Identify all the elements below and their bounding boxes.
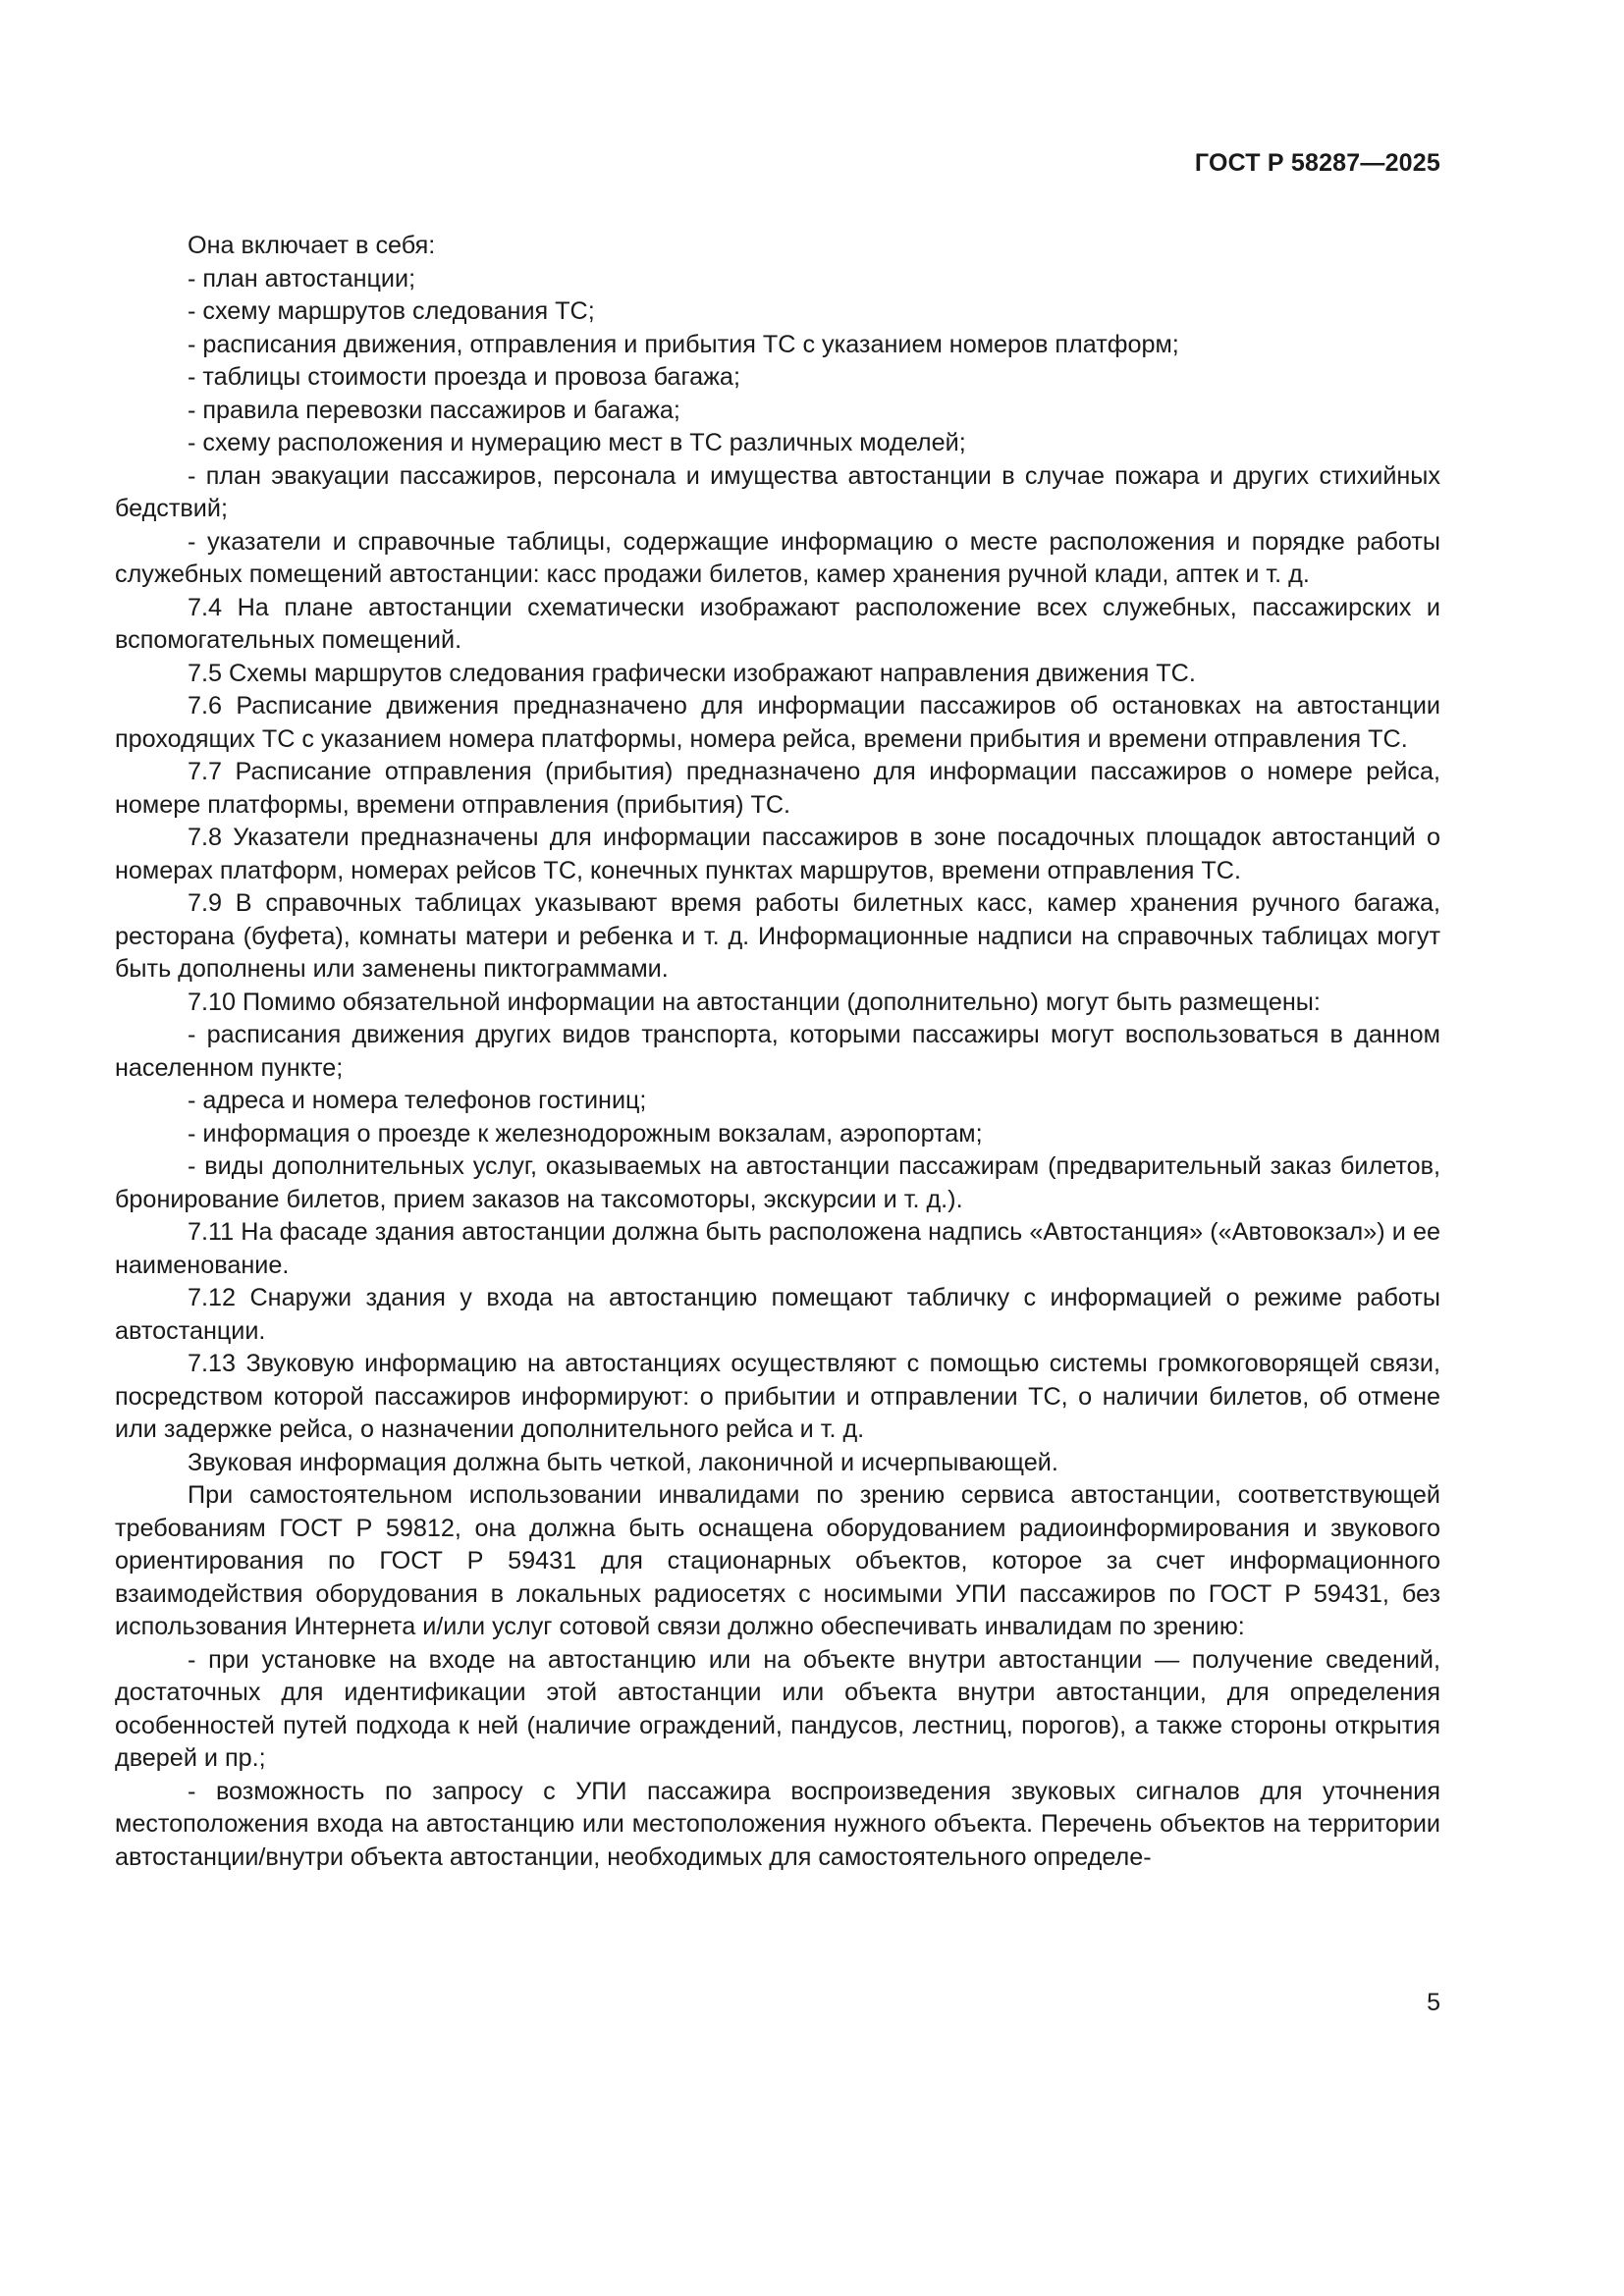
clause-7-11: 7.11 На фасаде здания автостанции должна быть расположена надпись «Автостанция» («Автовокзал») и ее наименование.	[115, 1218, 1440, 1279]
list-item: - расписания движения, отправления и прибытия ТС с указанием номеров платформ;	[188, 330, 1179, 358]
list-item: - план автостанции;	[188, 264, 416, 293]
list-item: - таблицы стоимости проезда и провоза багажа;	[188, 363, 740, 391]
list-item: - план эвакуации пассажиров, персонала и имущества автостанции в случае пожара и других стихийных бедствий;	[115, 461, 1440, 522]
list-item: - схему маршрутов следования ТС;	[188, 297, 595, 325]
clause-7-4: 7.4 На плане автостанции схематически изображают расположение всех служебных, пассажирских и вспомогательных помещений.	[115, 593, 1440, 654]
list-item: - расписания движения других видов транспорта, которыми пассажиры могут воспользоваться в данном населенном пункте;	[115, 1021, 1440, 1082]
paragraph: При самостоятельном использовании инвалидами по зрению сервиса автостанции, соответствующей требованиям ГОСТ Р 59812, она должна быть оснащена оборудованием радиоинформирования и звукового ориентирования по ГОСТ Р 59431 для стационарных объектов, которое за счет информационного взаимодействия оборудования в локальных радиосетях с носимыми УПИ пассажиров по ГОСТ Р 59431, без использования Интернета и/или услуг сотовой связи должно обеспечивать инвалидам по зрению:	[115, 1481, 1440, 1640]
clause-7-9: 7.9 В справочных таблицах указывают время работы билетных касс, камер хранения ручного багажа, ресторана (буфета), комнаты матери и ребенка и т. д. Информационные надписи на справочных таблицах могут быть дополнены или заменены пиктограммами.	[115, 889, 1440, 983]
list-item: - возможность по запросу с УПИ пассажира воспроизведения звуковых сигналов для уточнения местоположения входа на автостанцию или местоположения нужного объекта. Перечень объектов на территории автостанции/внутри объекта автостанции, необходимых для самостоятельного определе-	[115, 1777, 1440, 1871]
list-item: - информация о проезде к железнодорожным вокзалам, аэропортам;	[188, 1119, 983, 1148]
document-code-header: ГОСТ Р 58287—2025	[1194, 149, 1440, 177]
list-item: - при установке на входе на автостанцию или на объекте внутри автостанции — получение сведений, достаточных для идентификации этой автостанции или объекта внутри автостанции, для определения особенностей путей подхода к ней (наличие ограждений, пандусов, лестниц, порогов), а также стороны открытия дверей и пр.;	[115, 1645, 1440, 1772]
list-item: - виды дополнительных услуг, оказываемых на автостанции пассажирам (предварительный заказ билетов, бронирование билетов, прием заказов на таксомоторы, экскурсии и т. д.).	[115, 1152, 1440, 1213]
clause-7-5: 7.5 Схемы маршрутов следования графически изображают направления движения ТС.	[188, 659, 1196, 687]
clause-7-13: 7.13 Звуковую информацию на автостанциях осуществляют с помощью системы громкоговорящей связи, посредством которой пассажиров информируют: о прибытии и отправлении ТС, о наличии билетов, об отмене или задержке рейса, о назначении дополнительного рейса и т. д.	[115, 1350, 1440, 1443]
paragraph: Она включает в себя:	[188, 232, 436, 259]
list-item: - адреса и номера телефонов гостиниц;	[188, 1087, 647, 1114]
page-number: 5	[1427, 1989, 1440, 2016]
document-body	[115, 230, 1440, 1874]
paragraph: Звуковая информация должна быть четкой, лаконичной и исчерпывающей.	[188, 1448, 1058, 1476]
clause-7-7: 7.7 Расписание отправления (прибытия) предназначено для информации пассажиров о номере рейса, номере платформы, времени отправления (прибытия) ТС.	[115, 758, 1440, 819]
clause-7-6: 7.6 Расписание движения предназначено для информации пассажиров об остановках на автостанции проходящих ТС с указанием номера платформы, номера рейса, времени прибытия и времени отправления ТС.	[115, 692, 1440, 753]
clause-7-8: 7.8 Указатели предназначены для информации пассажиров в зоне посадочных площадок автостанций о номерах платформ, номерах рейсов ТС, конечных пунктах маршрутов, времени отправления ТС.	[115, 824, 1440, 884]
clause-7-12: 7.12 Снаружи здания у входа на автостанцию помещают табличку с информацией о режиме работы автостанции.	[115, 1284, 1440, 1345]
list-item: - правила перевозки пассажиров и багажа;	[188, 396, 680, 424]
list-item: - указатели и справочные таблицы, содержащие информацию о месте расположения и порядке работы служебных помещений автостанции: касс продажи билетов, камер хранения ручной клади, аптек и т. д.	[115, 527, 1440, 588]
clause-7-10: 7.10 Помимо обязательной информации на автостанции (дополнительно) могут быть размещены:	[188, 988, 1321, 1016]
list-item: - схему расположения и нумерацию мест в ТС различных моделей;	[188, 429, 966, 456]
